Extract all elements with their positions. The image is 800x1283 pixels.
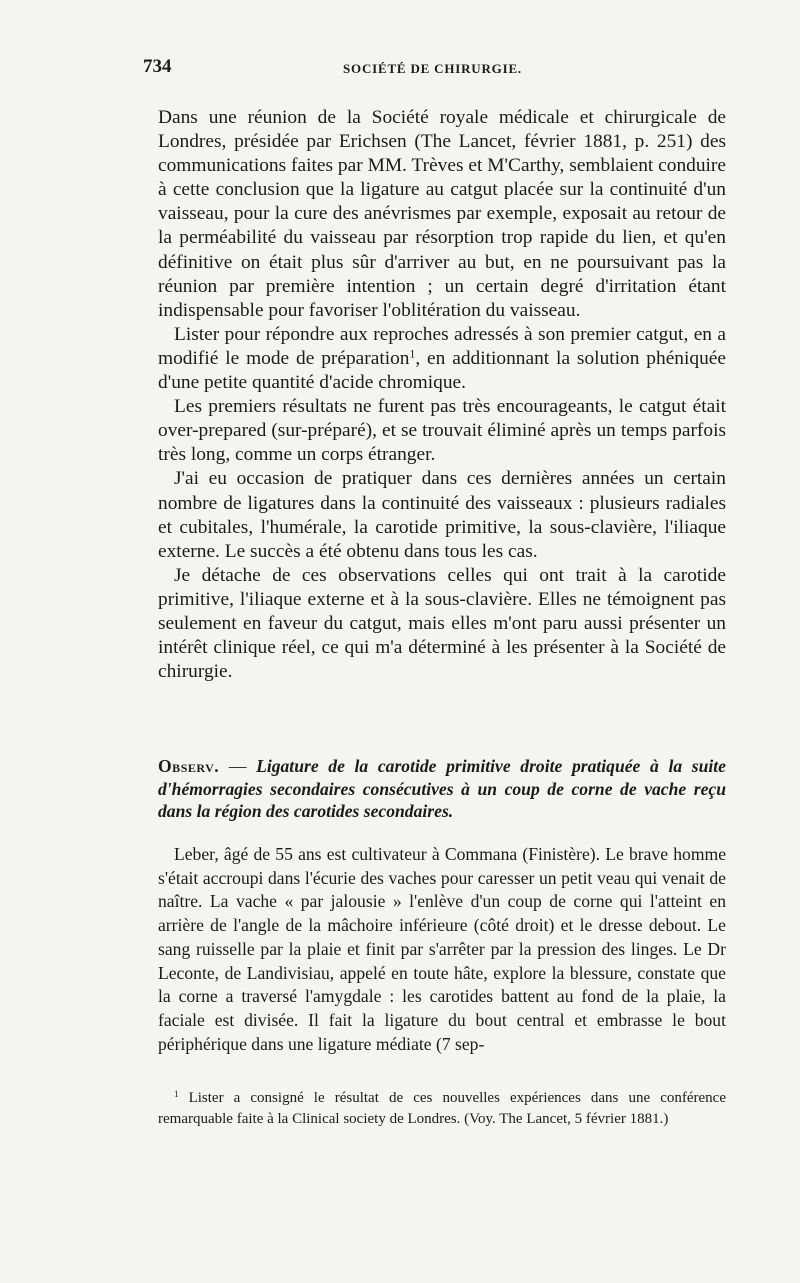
paragraph-3: Les premiers résultats ne furent pas très encourageants, le catgut était over-prepared (sur-préparé), et se trouvait éliminé après un temps parfois très long, comme un corps étranger. xyxy=(158,396,726,466)
footnote-body: Lister a consigné le résultat de ces nouvelles expériences dans une conférence remarquable faite à la Clinical society de Londres. (Voy. The Lancet, 5 février 1881.) xyxy=(158,1090,726,1127)
running-head: SOCIÉTÉ DE CHIRURGIE. xyxy=(343,61,522,76)
observation-text: Leber, âgé de 55 ans est cultivateur à Commana (Finistère). Le brave homme s'était accroupi dans l'écurie des vaches pour caresser un petit veau qui venait de naître. La vache « par jalousie » l'enlève d'un coup de corne qui l'atteint en arrière de l'angle de la mâchoire inférieure (côté droit) et le dresse debout. Le sang ruisselle par la plaie et finit par s'arrêter par la pression des linges. Le Dr Leconte, de Landivisiau, appelé en toute hâte, explore la blessure, constate que la corne a traversé l'amygdale : les carotides battent au fond de la plaie, la faciale est divisée. Il fait la ligature du bout central et embrasse le bout périphérique dans une ligature médiate (7 sep- xyxy=(158,844,726,1054)
paragraph-5: Je détache de ces observations celles qui ont trait à la carotide primitive, l'iliaque externe et à la sous-clavière. Elles ne témoignent pas seulement en faveur du catgut, mais elles m'ont paru aussi présenter un intérêt clinique réel, ce qui m'a déterminé à les présenter à la Société de chirurgie. xyxy=(158,564,726,683)
page-number: 734 xyxy=(143,56,172,77)
paragraph-2-part-2: , en additionnant la solution phéniquée d'une petite quantité d'acide chromique. xyxy=(158,347,726,394)
footnote-text xyxy=(158,1088,726,1129)
paragraph-4: J'ai eu occasion de pratiquer dans ces dernières années un certain nombre de ligatures dans la continuité des vaisseaux : plusieurs radiales et cubitales, l'humérale, la carotide primitive, la sous-clavière, l'iliaque externe. Le succès a été obtenu dans tous les cas. xyxy=(158,468,726,562)
page-header xyxy=(143,56,725,82)
footnote-reference: 1 xyxy=(409,347,416,361)
footnote xyxy=(158,1088,726,1129)
paragraph-2-part-1: Lister pour répondre aux reproches adressés à son premier catgut, en a modifié le mode de préparation xyxy=(158,323,726,369)
footnote-mark: 1 xyxy=(174,1089,179,1100)
observation-body xyxy=(158,843,726,1056)
paragraph-2 xyxy=(158,323,726,395)
observation-heading xyxy=(158,755,726,823)
observation-title: Ligature de la carotide primitive droite pratiquée à la suite d'hémorragies secondaires consécutives à un coup de corne de vache reçu dans la région des carotides secondaires. xyxy=(158,756,726,821)
paragraph-1: Dans une réunion de la Société royale médicale et chirurgicale de Londres, présidée par Erichsen (The Lancet, février 1881, p. 251) des communications faites par MM. Trèves et M'Carthy, semblaient conduire à cette conclusion que la ligature au catgut placée sur la continuité d'un vaisseau, pour la cure des anévrismes par exemple, exposait au retour de la perméabilité du vaisseau par résorption trop rapide du lien, et qu'en définitive on était plus sûr d'arriver au but, en ne poursuivant pas la réunion par première intention ; un certain degré d'irritation étant indispensable pour favoriser l'oblitération du vaisseau. xyxy=(158,107,726,321)
observation-label: Observ. xyxy=(158,756,220,776)
main-text xyxy=(158,106,726,684)
observation-dash: — xyxy=(219,756,257,776)
